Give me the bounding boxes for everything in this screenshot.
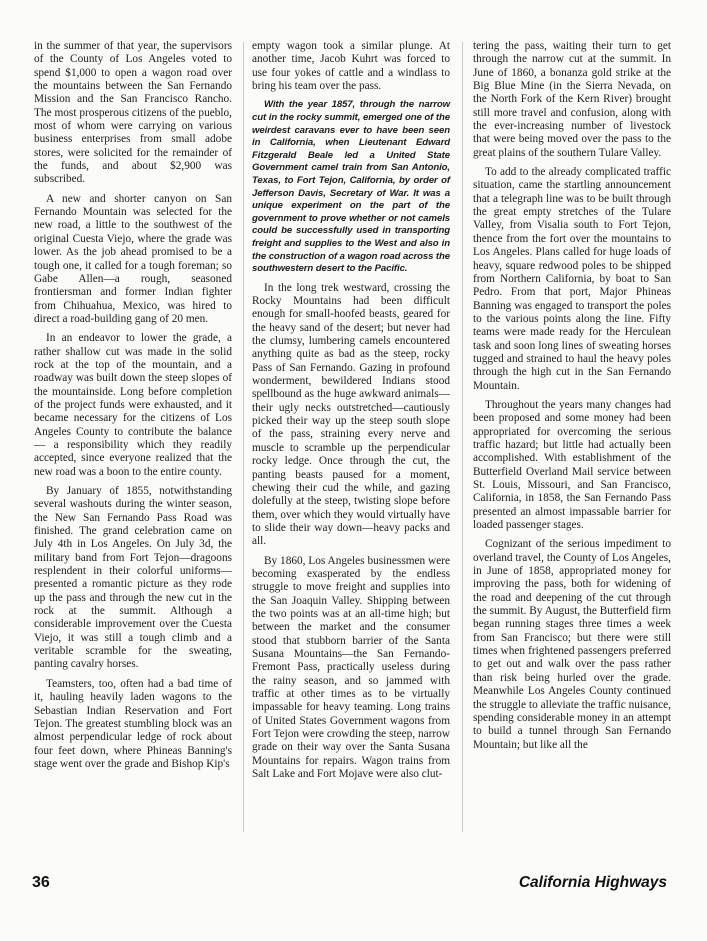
text-column-middle [252, 40, 450, 787]
paragraph: Throughout the years many changes had been proposed and some money had been appropriated for overcoming the serious traffic hazard; but little had actually been accomplished. With establishment of the Butterfield Overland Mail service between St. Louis, Missouri, and San Francisco, California, in 1858, the San Fernando Pass presented an almost impassable barrier for loaded passenger stages. [473, 398, 671, 532]
paragraph: Teamsters, too, often had a bad time of it, hauling heavily laden wagons to the Sebastian Indian Reservation and Fort Tejon. The greatest stumbling block was an almost perpendicular ledge of rock about four feet down, where Phineas Banning's stage went over the grade and Bishop Kip's [34, 677, 232, 770]
paragraph: empty wagon took a similar plunge. At another time, Jacob Kuhrt was forced to use four yokes of cattle and a windlass to bring his team over the pass. [252, 40, 450, 93]
column-divider [243, 42, 244, 832]
paragraph: In the long trek westward, crossing the Rocky Mountains had been difficult enough for small-hoofed beasts, geared for the heavy sand of the desert; but never had the clumsy, lumbering camels encountered anything quite as bad as the steep, rocky Pass of San Fernando. Gazing in profound wonderment, bewildered Indians stood spellbound as the huge awkward animals—their ugly necks outstretched—cautiously picked their way up the steep south slope of the pass, straining every nerve and muscle to scramble up the perpendicular rocky ledge. Once through the cut, the panting beasts paused for a moment, chewing their cud the while, and gazing dolefully at the steep, twisting slope before them, over which they would virtually have to slide their way down—heavy packs and all. [252, 281, 450, 548]
column-divider [462, 42, 463, 832]
text-column-right [473, 40, 671, 758]
text-column-left [34, 40, 232, 777]
paragraph: Cognizant of the serious impediment to overland travel, the County of Los Angeles, in June of 1858, appropriated money for improving the pass, both for widening of the road and deepening of the cut through the summit. By August, the Butterfield firm began running stages three times a week from San Francisco; but there were still times when frightened passengers preferred to get out and walk over the pass rather than risk being hurled over the grade. Meanwhile Los Angeles County continued the struggle to alleviate the traffic nuisance, spending considerable money in an attempt to build a tunnel through San Fernando Mountain; but like all the [473, 538, 671, 751]
paragraph: A new and shorter canyon on San Fernando Mountain was selected for the new road, a little to the southwest of the original Cuesta Viejo, where the grade was lower. As the job ahead promised to be a tough one, it called for a tough foreman; so Gabe Allen—a rough, seasoned frontiersman and former Indian fighter from Chihuahua, Mexico, was hired to direct a road-building gang of 20 men. [34, 192, 232, 325]
paragraph: By January of 1855, notwithstanding several washouts during the winter season, the New San Fernando Pass Road was finished. The grand celebration came on July 4th in Los Angeles. On July 3d, the military band from Fort Tejon—dragoons resplendent in their colorful uniforms—presented a romantic picture as they rode up the pass and through the new cut in the rock at the summit. Although a considerable improvement over the Cuesta Viejo, it was still a tough climb and a veritable scramble for the sweating, panting cavalry horses. [34, 485, 232, 671]
callout-paragraph: With the year 1857, through the narrow cut in the rocky summit, emerged one of the weirdest caravans ever to have been seen in California, when Lieutenant Edward Fitzgerald Beale led a United State Government camel train from San Antonio, Texas, to Fort Tejon, California, by order of Jefferson Davis, Secretary of War. It was a unique experiment on the part of the government to prove whether or not camels could be successfully used in transporting freight and supplies to the West and also in the construction of a wagon road across the southwestern desert to the Pacific. [252, 99, 450, 275]
paragraph: By 1860, Los Angeles businessmen were becoming exasperated by the endless struggle to move freight and supplies into the San Joaquin Valley. Shipping between the two points was at an all-time high; but between the market and the consumer stood that stubborn barrier of the Santa Susana Mountains—the San Fernando-Fremont Pass, practically useless during the rainy season, and so jammed with traffic at other times as to be virtually impassable for heavy teaming. Long trains of United States Government wagons from Fort Tejon were crowding the steep, narrow grade on their way over the Santa Susana Mountains for repairs. Wagon trains from Salt Lake and Fort Mojave were also clut- [252, 554, 450, 781]
magazine-title: California Highways [518, 874, 667, 891]
page-number: 36 [32, 874, 50, 891]
paragraph: in the summer of that year, the supervisors of the County of Los Angeles voted to spend $1,000 to open a wagon road over the mountains between the San Fernando Mission and the San Francisco Rancho. The most prosperous citizens of the pueblo, most of whom were carrying on various business enterprises from small adobe stores, were solicited for the remainder of the funds, and about $2,900 was subscribed. [34, 40, 232, 186]
paragraph: To add to the already complicated traffic situation, came the startling announcement that a telegraph line was to be built through the great empty stretches of the Tulare Valley, from Visalia south to Fort Tejon, thence from the fort over the mountains to Los Angeles. Plans called for huge loads of heavy, square redwood poles to be shipped from Northern California, by boat to San Pedro. From that port, Major Phineas Banning was engaged to transport the poles to the various points along the line. Fifty teams were made ready for the Herculean task and soon long lines of sweating horses tugged and strained to haul the heavy poles through the high cut in the San Fernando Mountain. [473, 166, 671, 392]
paragraph: tering the pass, waiting their turn to get through the narrow cut at the summit. In June of 1860, a bonanza gold strike at the Big Blue Mine (in the Sierra Nevada, on the North Fork of the Kern River) brought still more travel and confusion, along with the ever-increasing number of livestock that were being moved over the pass to the great plains of the southern Tulare Valley. [473, 40, 671, 159]
paragraph: In an endeavor to lower the grade, a rather shallow cut was made in the solid rock at the top of the mountain, and a roadway was built down the steep slopes of the mountainside. Long before completion of the project funds were exhausted, and it became necessary for the citizens of Los Angeles County to contribute the balance — a responsibility which they readily accepted, since everyone realized that the new road was a boon to the entire county. [34, 332, 232, 478]
